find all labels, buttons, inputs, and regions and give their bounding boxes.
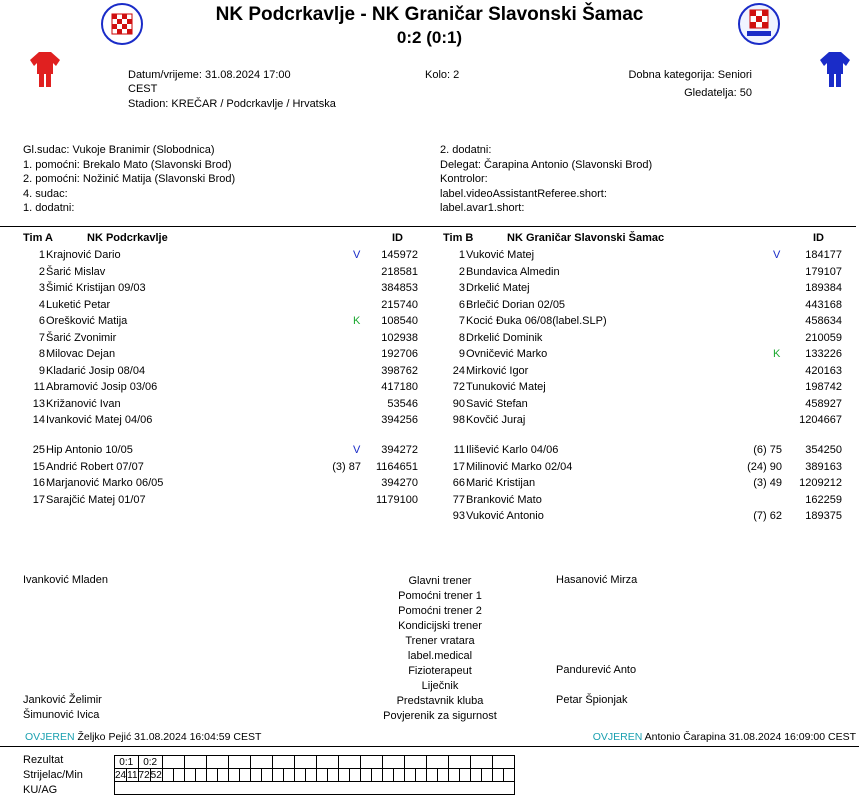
- home-club-rep: Janković Želimir: [23, 694, 102, 706]
- team-b-label: Tim B: [443, 232, 474, 244]
- grid-cell: 72: [138, 769, 150, 781]
- grid-cell: [404, 756, 426, 769]
- grid-cell: [470, 769, 481, 782]
- staff-role: Predstavnik kluba: [396, 695, 484, 707]
- player-name: Vuković Matej: [466, 249, 535, 261]
- player-id: 394270: [381, 477, 418, 489]
- player-id: 218581: [381, 265, 418, 278]
- player-name: Hip Antonio 10/05: [46, 444, 133, 456]
- substitution-info: (6) 75: [753, 444, 782, 456]
- player-number: 25: [32, 444, 45, 456]
- player-role-mark: V: [353, 444, 361, 456]
- grid-cell: 11: [127, 769, 138, 781]
- verification-right: [593, 731, 856, 743]
- staff-role: Povjerenik za sigurnost: [383, 710, 497, 722]
- divider: [0, 226, 856, 227]
- away-physio: Pandurević Anto: [556, 664, 637, 676]
- player-id: 389163: [805, 460, 842, 473]
- result-row-label: Rezultat: [23, 754, 64, 766]
- official-line: Delegat: Čarapina Antonio (Slavonski Brod): [440, 158, 653, 171]
- player-number: 24: [452, 364, 465, 377]
- staff-role: Liječnik: [421, 680, 459, 692]
- player-number: 15: [32, 460, 45, 473]
- player-number: 66: [452, 477, 465, 489]
- player-role-mark: V: [773, 249, 781, 261]
- player-name: Luketić Petar: [46, 298, 111, 311]
- home-security-officer: Šimunović Ivica: [23, 709, 100, 721]
- grid-cell: [115, 782, 515, 795]
- grid-cell: [338, 769, 349, 782]
- grid-cell: 0:2: [138, 756, 162, 769]
- player-number: 14: [32, 414, 45, 426]
- grid-cell: [426, 756, 448, 769]
- player-id: 215740: [381, 298, 418, 311]
- grid-cell: [448, 756, 470, 769]
- grid-cell: [492, 769, 503, 782]
- divider: [0, 746, 859, 747]
- grid-cell: [448, 769, 459, 782]
- player-number: 90: [452, 397, 465, 410]
- grid-cell: [481, 769, 492, 782]
- player-number: 9: [458, 348, 465, 360]
- player-number: 72: [452, 381, 465, 393]
- grid-cell: [470, 756, 492, 769]
- away-kit-icon: [820, 52, 850, 91]
- player-number: 11: [33, 381, 45, 393]
- player-id: 189375: [805, 510, 842, 522]
- grid-cell: [492, 756, 514, 769]
- player-name: Tunuković Matej: [466, 381, 546, 393]
- player-id: 1179100: [375, 493, 418, 506]
- official-line: 4. sudac:: [23, 187, 68, 200]
- player-name: Drkelić Dominik: [466, 331, 543, 344]
- grid-cell: [382, 756, 404, 769]
- player-role-mark: K: [353, 315, 361, 327]
- player-name: Križanović Ivan: [46, 397, 121, 410]
- official-line: 1. pomoćni: Brekalo Mato (Slavonski Brod): [23, 158, 232, 171]
- player-name: Bundavica Almedin: [466, 265, 560, 278]
- player-number: 3: [458, 282, 465, 294]
- player-number: 13: [32, 397, 45, 410]
- grid-cell: [184, 769, 195, 782]
- player-number: 7: [458, 315, 465, 327]
- staff-role: Pomoćni trener 2: [398, 605, 482, 617]
- player-id: 145972: [381, 249, 418, 261]
- player-id: 189384: [805, 282, 842, 294]
- officials-left: [23, 143, 235, 216]
- player-id: 398762: [381, 364, 418, 377]
- grid-cell: [294, 756, 316, 769]
- player-id: 384853: [381, 282, 418, 294]
- player-id: 1164651: [375, 460, 418, 473]
- grid-cell: [206, 769, 217, 782]
- player-id: 1209212: [799, 477, 842, 489]
- official-line: 1. dodatni:: [23, 202, 75, 214]
- substitution-info: (24) 90: [747, 460, 782, 473]
- player-name: Drkelić Matej: [466, 282, 530, 294]
- official-line: 2. dodatni:: [440, 144, 492, 156]
- grid-cell: [459, 769, 470, 782]
- grid-cell: [360, 769, 371, 782]
- grid-cell: [503, 769, 514, 782]
- grid-cell: [195, 769, 206, 782]
- card-row-label: KU/AG: [23, 784, 58, 796]
- player-role-mark: V: [353, 249, 361, 261]
- grid-cell: [283, 769, 294, 782]
- player-name: Milinović Marko 02/04: [466, 460, 573, 473]
- match-datetime: Datum/vrijeme: 31.08.2024 17:00: [128, 69, 291, 81]
- team-b-id-header: ID: [813, 232, 824, 244]
- player-number: 7: [38, 331, 45, 344]
- grid-cell: [184, 756, 206, 769]
- player-name: Branković Mato: [466, 493, 542, 506]
- team-a-label: Tim A: [23, 232, 53, 244]
- player-id: 1204667: [799, 414, 842, 426]
- player-number: 1: [38, 249, 45, 261]
- player-number: 8: [458, 331, 465, 344]
- verification-left: [25, 731, 261, 743]
- player-id: 198742: [805, 381, 842, 393]
- grid-cell: [239, 769, 250, 782]
- player-id: 417180: [381, 381, 418, 393]
- player-id: 179107: [805, 265, 842, 278]
- match-stadium: Stadion: KREČAR / Podcrkavlje / Hrvatska: [128, 98, 336, 110]
- grid-cell: [316, 756, 338, 769]
- away-head-coach: Hasanović Mirza: [556, 574, 638, 586]
- player-name: Sarajčić Matej 01/07: [46, 493, 146, 506]
- player-number: 93: [452, 510, 465, 522]
- grid-cell: [228, 769, 239, 782]
- grid-cell: [294, 769, 305, 782]
- player-number: 2: [38, 265, 45, 278]
- player-number: 17: [32, 493, 45, 506]
- player-number: 98: [452, 414, 465, 426]
- player-role-mark: K: [773, 348, 781, 360]
- player-name: Brlečić Dorian 02/05: [466, 298, 566, 311]
- player-number: 16: [32, 477, 45, 489]
- staff-role: label.medical: [407, 650, 473, 662]
- player-number: 2: [458, 265, 465, 278]
- match-title: NK Podcrkavlje - NK Graničar Slavonski Šamac: [215, 4, 644, 25]
- player-number: 11: [453, 444, 465, 456]
- player-number: 9: [38, 364, 45, 377]
- player-number: 8: [38, 348, 45, 360]
- grid-cell: [327, 769, 338, 782]
- player-name: Andrić Robert 07/07: [46, 460, 144, 473]
- team-b-name: NK Graničar Slavonski Šamac: [507, 232, 665, 244]
- player-name: Šarić Mislav: [46, 265, 106, 278]
- player-number: 77: [452, 493, 465, 506]
- player-number: 6: [38, 315, 45, 327]
- verified-status: OVJEREN: [25, 731, 75, 743]
- verified-status: OVJEREN: [592, 731, 643, 743]
- staff-role: Pomoćni trener 1: [398, 590, 482, 602]
- away-club-rep: Petar Špionjak: [556, 694, 628, 706]
- grid-cell: [404, 769, 415, 782]
- player-name: Krajnović Dario: [46, 249, 121, 261]
- grid-cell: 52: [150, 769, 162, 781]
- verified-by: Željko Pejić 31.08.2024 16:04:59 CEST: [77, 731, 262, 743]
- player-name: Ovničević Marko: [466, 348, 548, 360]
- grid-row: [115, 769, 515, 782]
- staff-role: Kondicijski trener: [398, 620, 482, 632]
- grid-cell: [338, 756, 360, 769]
- player-name: Kovčić Juraj: [466, 414, 526, 426]
- staff-roles: [340, 574, 540, 724]
- player-name: Šarić Zvonimir: [46, 331, 117, 344]
- substitution-info: (7) 62: [753, 510, 782, 522]
- team-a-name: NK Podcrkavlje: [87, 232, 168, 244]
- verified-by: Antonio Čarapina 31.08.2024 16:09:00 CEST: [644, 731, 856, 743]
- grid-cell: [349, 769, 360, 782]
- home-kit-icon: [30, 52, 60, 91]
- grid-cell: [305, 769, 316, 782]
- grid-cell: [250, 756, 272, 769]
- player-number: 3: [38, 282, 45, 294]
- player-number: 1: [458, 249, 465, 261]
- player-id: 53546: [387, 397, 418, 410]
- grid-cell: [173, 769, 184, 782]
- grid-cell: [228, 756, 250, 769]
- substitution-info: (3) 49: [753, 477, 782, 489]
- grid-cell: [360, 756, 382, 769]
- scorer-row-label: Strijelac/Min: [23, 769, 83, 781]
- player-name: Savić Stefan: [466, 397, 528, 410]
- grid-row: [115, 782, 515, 795]
- match-timezone: CEST: [128, 83, 158, 95]
- player-id: 192706: [381, 348, 418, 360]
- team-a-id-header: ID: [392, 232, 403, 244]
- official-line: 2. pomoćni: Nožinić Matija (Slavonski Brod): [23, 173, 236, 185]
- player-id: 394272: [381, 444, 418, 456]
- player-id: 458634: [805, 315, 842, 327]
- player-number: 4: [38, 298, 45, 311]
- match-score: 0:2 (0:1): [396, 28, 463, 47]
- official-line: Gl.sudac: Vukoje Branimir (Slobodnica): [23, 144, 215, 156]
- age-category: Dobna kategorija: Seniori: [628, 69, 752, 81]
- grid-cell: [437, 769, 448, 782]
- grid-cell: 0:1: [115, 756, 139, 769]
- player-id: 420163: [805, 364, 842, 377]
- player-name: Šimić Kristijan 09/03: [46, 282, 146, 294]
- match-round: Kolo: 2: [425, 69, 460, 81]
- grid-cell: [371, 769, 382, 782]
- grid-cell: [272, 769, 283, 782]
- staff-role: Fizioterapeut: [408, 665, 472, 677]
- grid-cell: [316, 769, 327, 782]
- grid-cell: [272, 756, 294, 769]
- player-name: Mirković Igor: [466, 364, 529, 377]
- grid-cell: [382, 769, 393, 782]
- home-head-coach: Ivanković Mladen: [23, 574, 108, 586]
- player-name: Abramović Josip 03/06: [46, 381, 158, 393]
- player-id: 443168: [805, 298, 842, 311]
- official-line: Kontrolor:: [440, 173, 488, 185]
- staff-role: Glavni trener: [408, 575, 472, 587]
- grid-cell: [162, 769, 173, 782]
- player-id: 108540: [381, 315, 418, 327]
- grid-cell: [426, 769, 437, 782]
- officials-right: [440, 143, 652, 216]
- player-id: 394256: [381, 414, 418, 426]
- result-grid: [114, 755, 515, 795]
- player-name: Kladarić Josip 08/04: [46, 364, 146, 377]
- player-name: Ivanković Matej 04/06: [46, 414, 153, 426]
- player-id: 458927: [805, 397, 842, 410]
- grid-cell: [217, 769, 228, 782]
- player-name: Ilišević Karlo 04/06: [466, 444, 559, 456]
- player-id: 162259: [805, 493, 842, 506]
- player-name: Marjanović Marko 06/05: [46, 477, 164, 489]
- player-name: Marić Kristijan: [466, 477, 536, 489]
- player-name: Milovac Dejan: [46, 348, 116, 360]
- grid-row: [115, 756, 515, 769]
- grid-cell: 24: [115, 769, 127, 781]
- player-name: Kocić Đuka 06/08(label.SLP): [466, 315, 607, 327]
- player-id: 133226: [805, 348, 842, 360]
- grid-cell: [250, 769, 261, 782]
- player-number: 17: [452, 460, 465, 473]
- grid-cell: [261, 769, 272, 782]
- grid-cell: [415, 769, 426, 782]
- grid-cell: [162, 756, 184, 769]
- player-id: 210059: [805, 331, 842, 344]
- player-id: 102938: [381, 331, 418, 344]
- player-name: Vuković Antonio: [466, 510, 544, 522]
- grid-cell: [206, 756, 228, 769]
- player-number: 6: [458, 298, 465, 311]
- player-id: 354250: [805, 444, 842, 456]
- official-line: label.videoAssistantReferee.short:: [440, 187, 607, 200]
- staff-role: Trener vratara: [405, 635, 475, 647]
- player-name: Orešković Matija: [46, 315, 128, 327]
- official-line: label.avar1.short:: [440, 202, 525, 214]
- grid-cell: [393, 769, 404, 782]
- spectators: Gledatelja: 50: [684, 87, 752, 99]
- player-id: 184177: [805, 249, 842, 261]
- substitution-info: (3) 87: [332, 460, 361, 473]
